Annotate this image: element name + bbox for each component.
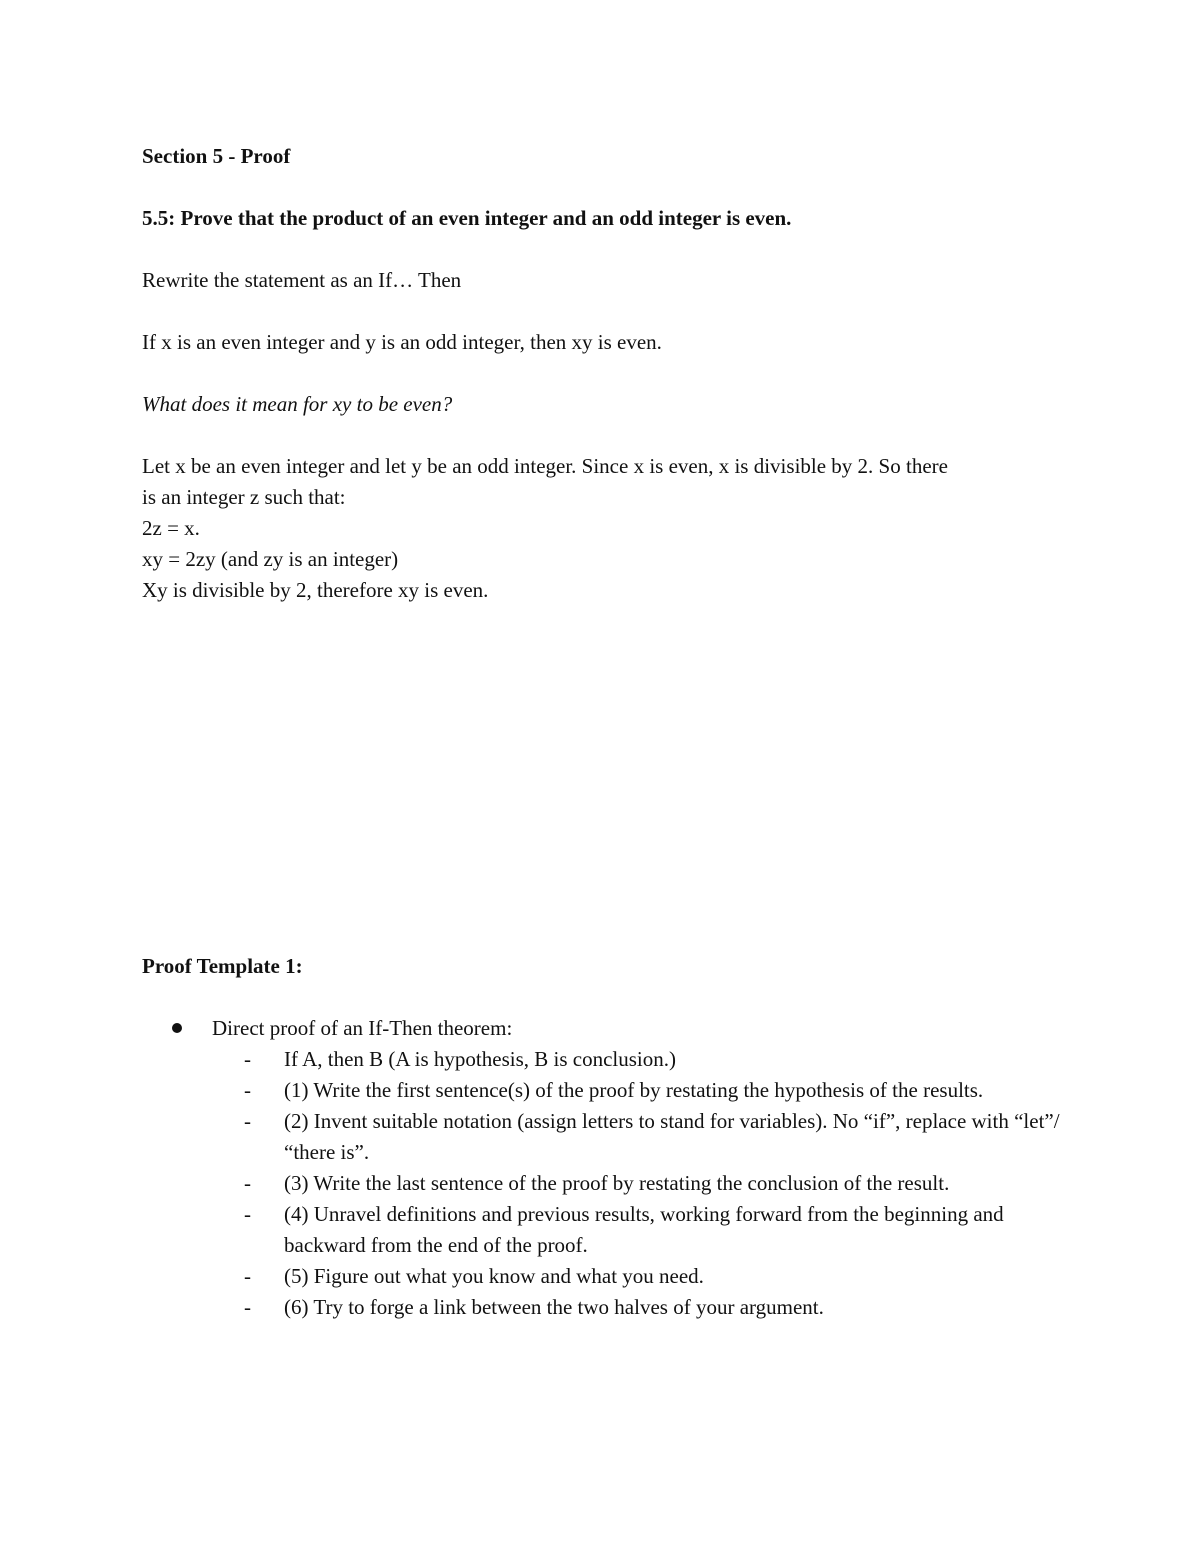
template-heading: Proof Template 1: [142, 954, 303, 978]
step-text: (6) Try to forge a link between the two halves of your argument. [284, 1295, 824, 1319]
bullet-dot-icon [172, 1023, 182, 1033]
list-item [244, 1106, 1074, 1168]
proof-line: xy = 2zy (and zy is an integer) [142, 547, 399, 571]
proof-block [142, 451, 948, 606]
step-text: (4) Unravel definitions and previous results, working forward from the beginning and backward from the end of the proof. [284, 1202, 1004, 1257]
dash-marker: - [244, 1078, 251, 1102]
rewrite-instruction: Rewrite the statement as an If… Then [142, 268, 462, 292]
steps-list [244, 1044, 1074, 1323]
dash-marker: - [244, 1202, 251, 1226]
step-text: (1) Write the first sentence(s) of the proof by restating the hypothesis of the results. [284, 1078, 984, 1102]
dash-marker: - [244, 1047, 251, 1071]
list-item [244, 1261, 1074, 1292]
guiding-question: What does it mean for xy to be even? [142, 392, 453, 416]
proof-line: Let x be an even integer and let y be an odd integer. Since x is even, x is divisible by 2. So there [142, 454, 948, 478]
list-item [244, 1168, 1074, 1199]
list-item [244, 1199, 1074, 1261]
step-text: If A, then B (A is hypothesis, B is conclusion.) [284, 1047, 676, 1071]
section-title: Section 5 - Proof [142, 144, 291, 168]
step-text: (5) Figure out what you know and what you need. [284, 1264, 704, 1288]
problem-heading: 5.5: Prove that the product of an even integer and an odd integer is even. [142, 206, 792, 230]
dash-marker: - [244, 1295, 251, 1319]
step-text: (3) Write the last sentence of the proof by restating the conclusion of the result. [284, 1171, 950, 1195]
list-item [244, 1292, 1074, 1323]
dash-marker: - [244, 1171, 251, 1195]
conditional-statement: If x is an even integer and y is an odd integer, then xy is even. [142, 330, 662, 354]
list-item [244, 1075, 1074, 1106]
proof-line: is an integer z such that: [142, 485, 346, 509]
bullet-label: Direct proof of an If-Then theorem: [212, 1016, 513, 1040]
dash-marker: - [244, 1264, 251, 1288]
list-item [244, 1044, 1074, 1075]
step-text: (2) Invent suitable notation (assign letters to stand for variables). No “if”, replace with “let”/ “there is”. [284, 1109, 1060, 1164]
proof-line: 2z = x. [142, 516, 200, 540]
proof-line: Xy is divisible by 2, therefore xy is even. [142, 578, 489, 602]
dash-marker: - [244, 1109, 251, 1133]
